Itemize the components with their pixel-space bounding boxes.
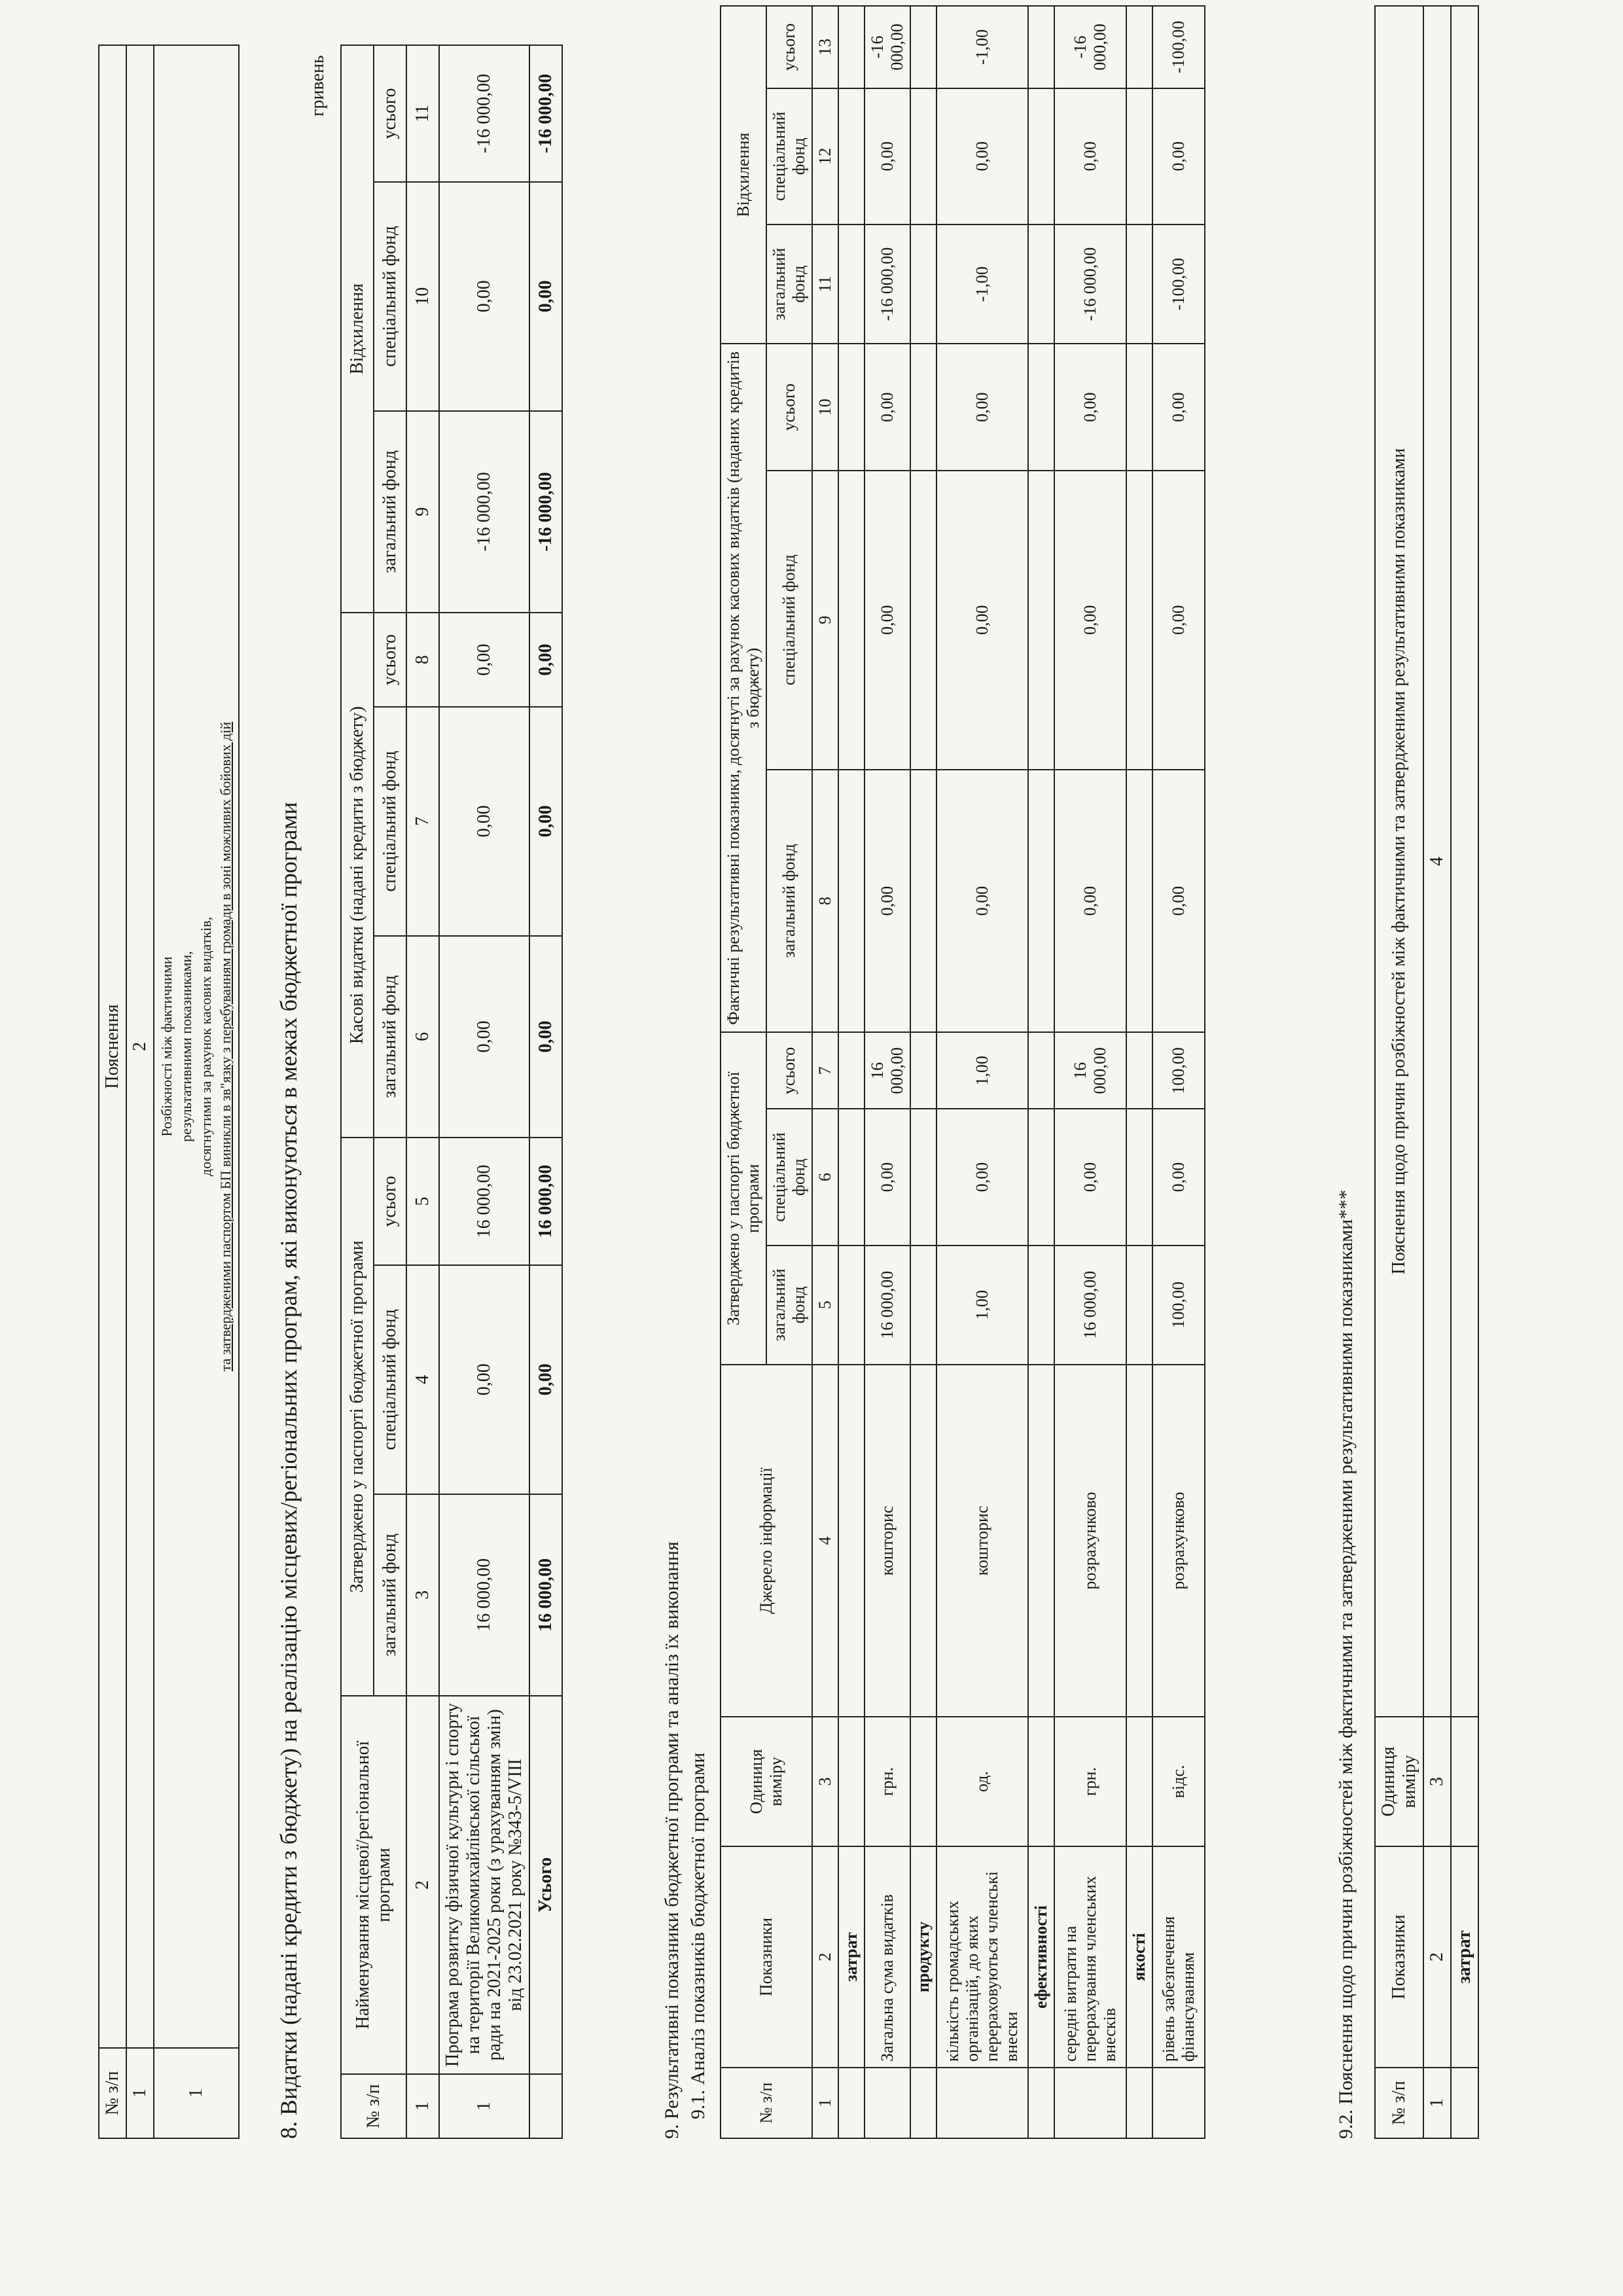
section9-title: 9. Результативні показники бюджетної програми та аналіз їх виконання — [661, 1541, 683, 2139]
header-general: загальний фонд — [374, 936, 406, 1138]
indicator-source: розрахунково — [1054, 1365, 1126, 1717]
header-no: № з/п — [341, 2074, 406, 2138]
col-num: 1 — [126, 2048, 154, 2138]
cell-value: 0,00 — [865, 88, 910, 224]
cell-value: -1,00 — [936, 6, 1028, 88]
col-num: 6 — [406, 936, 439, 1138]
col-num: 5 — [406, 1138, 439, 1265]
header-special: спеціальний фонд — [374, 707, 406, 936]
cell-value: -16 000,00 — [439, 45, 529, 182]
cell-value: 0,00 — [529, 1265, 562, 1494]
indicator-source: кошторис — [865, 1365, 910, 1717]
header-special: спеціальний фонд — [374, 182, 406, 411]
section9-table — [720, 5, 1205, 2139]
cell-value: 0,00 — [936, 770, 1028, 1033]
cell-value: 0,00 — [439, 1265, 529, 1494]
cell-value: 100,00 — [1152, 1246, 1205, 1365]
col-num: 8 — [812, 770, 838, 1033]
col-num: 3 — [406, 1494, 439, 1696]
col-num: 7 — [812, 1032, 838, 1109]
header-general: загальний фонд — [766, 770, 812, 1033]
table-row — [439, 45, 529, 2138]
col-num: 11 — [812, 224, 838, 344]
col-num: 11 — [406, 45, 439, 182]
group-row — [1126, 6, 1152, 2138]
table-row — [865, 6, 910, 2138]
cell-value: 0,00 — [936, 88, 1028, 224]
header-deviation: Відхилення — [341, 45, 374, 613]
cell-value: 0,00 — [529, 182, 562, 411]
col-num: 4 — [406, 1265, 439, 1494]
col-num: 9 — [406, 411, 439, 613]
cell-value: 16 000,00 — [439, 1138, 529, 1265]
indicator-name: середні витрати на перерахування членських внесків — [1054, 1846, 1126, 2068]
col-num: 6 — [812, 1109, 838, 1245]
header-approved: Затверджено у паспорті бюджетної програми — [721, 1032, 766, 1365]
group-row — [910, 6, 936, 2138]
indicator-source: розрахунково — [1152, 1365, 1205, 1717]
header-cash: Касові видатки (надані кредити з бюджету) — [341, 613, 374, 1138]
group-label: ефективності — [1028, 1846, 1054, 2068]
explanation-line: та затвердженими паспортом БП виникли в зв"язку з перебуванням громади в зоні можливих бойових дій — [217, 721, 234, 1372]
col-num: 10 — [406, 182, 439, 411]
col-num: 2 — [406, 1696, 439, 2074]
cell-value: 0,00 — [1054, 88, 1126, 224]
header-no: № з/п — [721, 2068, 812, 2138]
header-source: Джерело інформації — [721, 1365, 812, 1717]
header-general: загальний фонд — [374, 411, 406, 613]
row-no: 1 — [439, 2074, 529, 2138]
indicator-unit: грн. — [1054, 1717, 1126, 1846]
total-label: Усього — [529, 1696, 562, 2074]
cell-value: -16 000,00 — [1054, 224, 1126, 344]
cell-value: 16 000,00 — [529, 1138, 562, 1265]
cell-value: -100,00 — [1152, 224, 1205, 344]
col-num: 4 — [812, 1365, 838, 1717]
cell-value: -16 000,00 — [865, 224, 910, 344]
cell-value: 16 000,00 — [439, 1494, 529, 1696]
section92-table — [1374, 5, 1479, 2139]
section91-subtitle: 9.1. Аналіз показників бюджетної програми — [687, 1752, 709, 2119]
cell-value: -16 000,00 — [529, 411, 562, 613]
cell-value: 0,00 — [439, 182, 529, 411]
col-num: 1 — [812, 2068, 838, 2138]
explanation-table — [98, 45, 240, 2139]
header-no: № з/п — [99, 2048, 126, 2138]
table-row — [936, 6, 1028, 2138]
indicator-unit: грн. — [865, 1717, 910, 1846]
cell-value: 0,00 — [865, 770, 910, 1033]
header-total: усього — [374, 1138, 406, 1265]
unit-label: гривень — [308, 55, 328, 117]
table-row — [1152, 6, 1205, 2138]
group-label: продукту — [910, 1846, 936, 2068]
indicator-unit: од. — [936, 1717, 1028, 1846]
col-num: 9 — [812, 471, 838, 770]
header-special: спеціальний фонд — [766, 1109, 812, 1245]
row-no: 1 — [154, 2048, 239, 2138]
cell-value: 16 000,00 — [1054, 1246, 1126, 1365]
explanation-line: Розбіжності між фактичними — [158, 956, 175, 1137]
col-num: 12 — [812, 88, 838, 224]
cell-value: 0,00 — [1152, 770, 1205, 1033]
col-num: 4 — [1423, 6, 1451, 1717]
cell-value: 0,00 — [865, 471, 910, 770]
indicator-name: кількість громадських організацій, до яких перераховуються членські внески — [936, 1846, 1028, 2068]
explanation-line: результативними показниками, — [178, 951, 194, 1142]
header-total: усього — [766, 6, 812, 88]
cell-value: -16 000,00 — [865, 6, 910, 88]
program-name: Програма розвитку фізичної культури і спорту на території Великомихайлівської сільської ради на 2021-2025 роки (з урахуванням змін) від 23.02.2021 року №343-5/VIII — [439, 1696, 529, 2074]
indicator-unit: відс. — [1152, 1717, 1205, 1846]
cell-value: 0,00 — [439, 613, 529, 707]
cell-value: 0,00 — [529, 707, 562, 936]
header-unit: Одиниця виміру — [721, 1717, 812, 1846]
cell-value: 0,00 — [529, 613, 562, 707]
cell-value: 0,00 — [1152, 1109, 1205, 1245]
group-row — [838, 6, 865, 2138]
cell-value: -16 000,00 — [1054, 6, 1126, 88]
header-total: усього — [766, 344, 812, 471]
col-num: 2 — [1423, 1846, 1451, 2068]
cell-value: 100,00 — [1152, 1032, 1205, 1109]
cell-value: 0,00 — [1054, 344, 1126, 471]
col-num: 13 — [812, 6, 838, 88]
header-unit: Одиниця виміру — [1375, 1717, 1423, 1846]
header-special: спеціальний фонд — [766, 471, 812, 770]
header-general: загальний фонд — [766, 224, 812, 344]
cell-value: 0,00 — [865, 1109, 910, 1245]
cell-value: 1,00 — [936, 1246, 1028, 1365]
col-num: 1 — [1423, 2068, 1451, 2138]
cell-value: 0,00 — [439, 707, 529, 936]
cell-value: 16 000,00 — [865, 1032, 910, 1109]
header-explanation: Пояснення щодо причин розбіжностей між фактичними та затвердженими результативними показниками — [1375, 6, 1423, 1717]
col-num: 1 — [406, 2074, 439, 2138]
group-label: якості — [1126, 1846, 1152, 2068]
group-row — [1451, 6, 1478, 2138]
cell-value: 0,00 — [1152, 471, 1205, 770]
cell-value: 16 000,00 — [865, 1246, 910, 1365]
header-deviation: Відхилення — [721, 6, 766, 344]
section8-title: 8. Видатки (надані кредити з бюджету) на реалізацію місцевих/регіональних програм, які виконуються в межах бюджетної програми — [276, 802, 302, 2139]
header-total: усього — [374, 45, 406, 182]
cell-value: 0,00 — [1054, 471, 1126, 770]
explanation-line: досягнутими за рахунок касових видатків, — [198, 916, 214, 1177]
header-total: усього — [766, 1032, 812, 1109]
col-num: 2 — [812, 1846, 838, 2068]
header-special: спеціальний фонд — [374, 1265, 406, 1494]
table-row — [1054, 6, 1126, 2138]
cell-value: 0,00 — [439, 936, 529, 1138]
cell-value: 0,00 — [936, 1109, 1028, 1245]
cell-value: 0,00 — [1054, 770, 1126, 1033]
header-special: спеціальний фонд — [766, 88, 812, 224]
group-row — [1028, 6, 1054, 2138]
header-general: загальний фонд — [766, 1246, 812, 1365]
cell-value: 16 000,00 — [1054, 1032, 1126, 1109]
header-general: загальний фонд — [374, 1494, 406, 1696]
header-indicators: Показники — [721, 1846, 812, 2068]
col-num: 3 — [812, 1717, 838, 1846]
col-num: 3 — [1423, 1717, 1451, 1846]
cell-value: 0,00 — [936, 471, 1028, 770]
cell-value: 1,00 — [936, 1032, 1028, 1109]
cell-value: -16 000,00 — [529, 45, 562, 182]
indicator-name: Загальна сума видатків — [865, 1846, 910, 2068]
col-num: 2 — [126, 45, 154, 2048]
col-num: 7 — [406, 707, 439, 936]
col-num: 5 — [812, 1246, 838, 1365]
header-name: Найменування місцевої/регіональної програми — [341, 1696, 406, 2074]
cell-value: 0,00 — [1152, 88, 1205, 224]
section92-title: 9.2. Пояснення щодо причин розбіжностей між фактичними та затвердженими результативними показниками*** — [1335, 1189, 1357, 2139]
header-no: № з/п — [1375, 2068, 1423, 2138]
header-indicators: Показники — [1375, 1846, 1423, 2068]
col-num: 10 — [812, 344, 838, 471]
indicator-source: кошторис — [936, 1365, 1028, 1717]
indicator-name: рівень забезпечення фінансуванням — [1152, 1846, 1205, 2068]
header-explanation: Пояснення — [99, 45, 126, 2048]
cell-value: -100,00 — [1152, 6, 1205, 88]
group-label: затрат — [838, 1846, 865, 2068]
total-row — [529, 45, 562, 2138]
cell-value: 0,00 — [936, 344, 1028, 471]
cell-value: 0,00 — [1054, 1109, 1126, 1245]
section8-table — [340, 45, 563, 2139]
header-actual: Фактичні результативні показники, досягнуті за рахунок касових видатків (наданих кредитів з бюджету) — [721, 344, 766, 1032]
cell-value: -16 000,00 — [439, 411, 529, 613]
group-label: затрат — [1451, 1846, 1478, 2068]
cell-value: 0,00 — [1152, 344, 1205, 471]
col-num: 8 — [406, 613, 439, 707]
cell-value: 16 000,00 — [529, 1494, 562, 1696]
header-approved: Затверджено у паспорті бюджетної програми — [341, 1138, 374, 1696]
header-total: усього — [374, 613, 406, 707]
cell-value: -1,00 — [936, 224, 1028, 344]
cell-value: 0,00 — [529, 936, 562, 1138]
cell-value: 0,00 — [865, 344, 910, 471]
